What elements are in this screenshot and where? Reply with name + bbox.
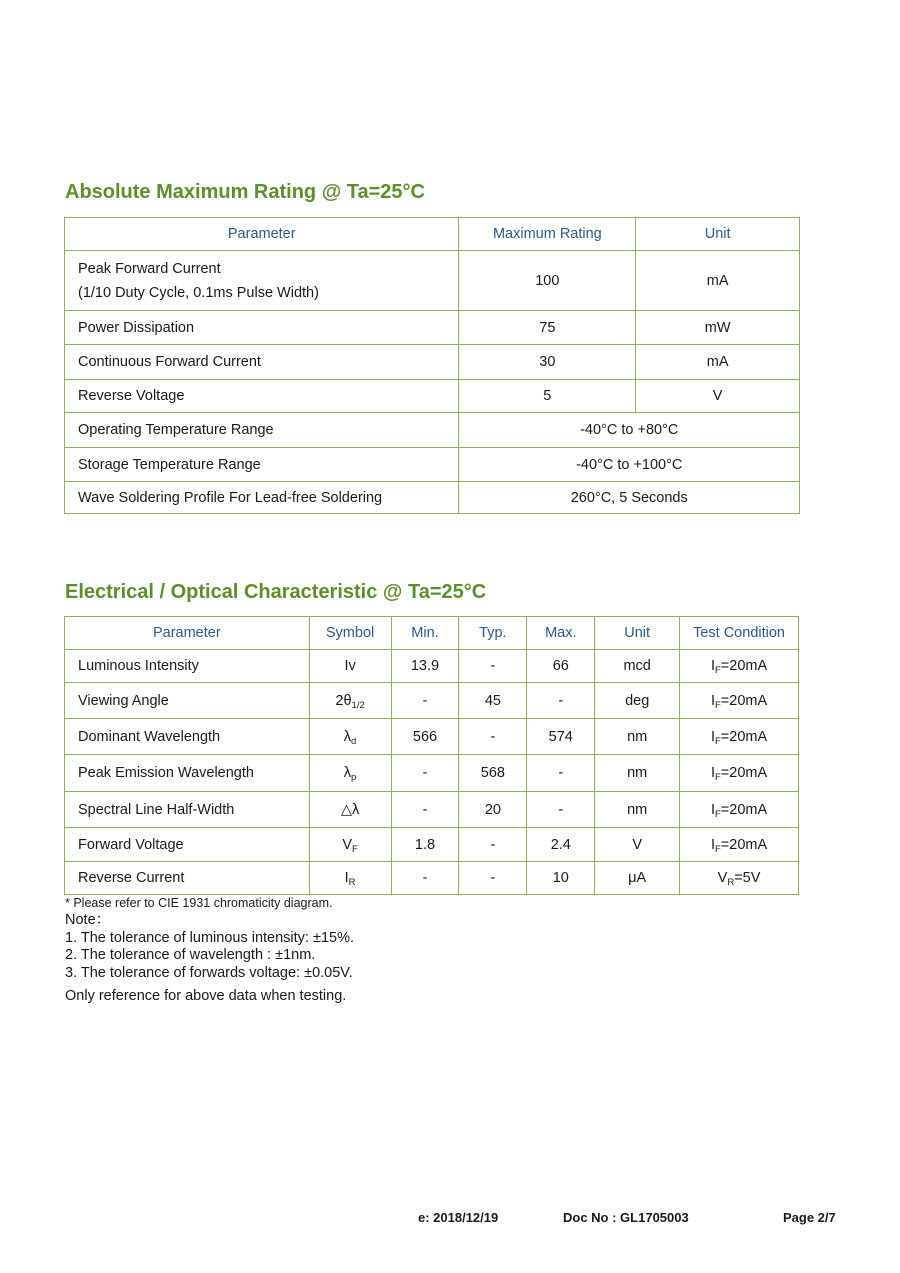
amr-title: Absolute Maximum Rating @ Ta=25°C [65,181,425,203]
eoc-unit-cell [595,792,680,828]
table-row [65,792,799,828]
amr-param-cell: Operating Temperature Range [65,413,459,448]
amr-param-cell: Wave Soldering Profile For Lead-free Soldering [65,482,459,514]
eoc-max-cell [527,792,595,828]
eoc-symbol-cell [309,828,391,862]
cie-note: * Please refer to CIE 1931 chromaticity diagram. [65,896,333,910]
eoc-condition-cell [680,828,799,862]
reference-note: Only reference for above data when testing. [65,988,347,1004]
amr-rating-cell: 5 [459,380,636,413]
eoc-min-text: - [422,870,428,886]
table-row [65,828,799,862]
eoc-min-cell [391,650,459,683]
note-item-2: 2. The tolerance of wavelength : ±1nm. [65,947,316,963]
eoc-unit-cell [595,755,680,792]
eoc-condition-text: I [710,801,715,818]
eoc-typ-cell [459,755,527,792]
footer-page-number: Page 2/7 [783,1210,836,1225]
eoc-condition-text: V [717,870,728,886]
eoc-param-text: Spectral Line Half-Width [78,801,235,818]
eoc-typ-text: - [490,836,496,853]
eoc-max-cell [527,719,595,755]
amr-unit-cell: mA [636,251,800,311]
amr-header-unit: Unit [636,218,800,251]
eoc-typ-text: 45 [484,692,501,709]
eoc-max-cell [527,683,595,719]
eoc-symbol-subscript: d [351,735,357,747]
table-row [65,380,800,413]
amr-rating-cell: -40°C to +80°C [459,413,800,448]
eoc-condition-value: =20mA [720,836,768,853]
eoc-header-parameter: Parameter [65,617,310,650]
eoc-condition-text: I [710,658,715,674]
amr-param-cell: Continuous Forward Current [65,345,459,380]
table-row [65,251,800,311]
amr-rating-cell: 75 [459,311,636,345]
eoc-typ-text: - [490,658,496,674]
eoc-unit-text: V [632,836,642,853]
eoc-typ-cell [459,828,527,862]
eoc-min-text: - [422,801,428,818]
eoc-symbol-text: I [344,870,349,886]
eoc-param-cell [65,755,310,792]
eoc-min-cell [391,862,459,895]
amr-rating-cell: 260°C, 5 Seconds [459,482,800,514]
eoc-min-cell [391,719,459,755]
eoc-param-text: Peak Emission Wavelength [78,765,254,781]
eoc-header-typ: Typ. [459,617,527,650]
eoc-condition-subscript: F [714,665,721,676]
eoc-condition-subscript: F [714,735,721,747]
eoc-max-text: 2.4 [550,836,571,853]
eoc-condition-value: =5V [734,870,761,886]
eoc-max-text: 574 [548,728,573,745]
eoc-symbol-text: △λ [340,801,360,818]
eoc-condition-cell [680,755,799,792]
eoc-max-cell [527,650,595,683]
eoc-symbol-subscript: F [352,843,358,855]
eoc-param-text: Luminous Intensity [78,658,199,674]
eoc-unit-text: mcd [623,658,651,674]
eoc-condition-subscript: R [727,877,735,888]
amr-param-cell: Reverse Voltage [65,380,459,413]
amr-table [64,217,800,514]
eoc-symbol-subscript: p [351,772,357,783]
eoc-param-text: Dominant Wavelength [78,728,221,745]
eoc-min-text: - [422,692,428,709]
eoc-max-cell [527,755,595,792]
eoc-condition-value: =20mA [720,692,768,709]
eoc-symbol-cell [309,862,391,895]
eoc-max-text: - [558,692,564,709]
eoc-condition-cell [680,650,799,683]
eoc-typ-text: - [490,870,496,886]
eoc-param-cell [65,650,310,683]
eoc-condition-cell [680,683,799,719]
table-row [65,448,800,482]
eoc-header-test-condition: Test Condition [680,617,799,650]
table-row [65,345,800,380]
eoc-unit-text: nm [627,765,648,781]
eoc-max-cell [527,828,595,862]
table-row [65,482,800,514]
eoc-symbol-cell [309,792,391,828]
eoc-param-text: Reverse Current [78,870,185,886]
eoc-symbol-cell [309,683,391,719]
eoc-condition-value: =20mA [720,801,768,818]
eoc-symbol-text: λ [343,765,352,781]
eoc-typ-text: 20 [484,801,501,818]
eoc-max-text: - [558,765,564,781]
eoc-max-cell [527,862,595,895]
note-item-1: 1. The tolerance of luminous intensity: ±15%. [65,929,354,946]
eoc-param-cell [65,683,310,719]
eoc-condition-value: =20mA [720,658,768,674]
notes-block [65,895,354,1006]
table-row [65,311,800,345]
table-row [65,650,799,683]
eoc-max-text: - [558,801,564,818]
eoc-unit-text: deg [625,692,650,709]
eoc-param-text: Viewing Angle [78,692,169,709]
eoc-symbol-subscript: 1/2 [351,699,365,711]
eoc-condition-subscript: F [714,843,721,855]
amr-param-line2: (1/10 Duty Cycle, 0.1ms Pulse Width) [78,284,319,301]
eoc-typ-text: 568 [480,765,505,781]
eoc-min-text: - [422,765,428,781]
eoc-header-symbol: Symbol [309,617,391,650]
table-row [65,862,799,895]
amr-unit-cell: V [636,380,800,413]
eoc-param-cell [65,719,310,755]
eoc-header-min: Min. [391,617,459,650]
eoc-unit-cell [595,719,680,755]
amr-param-cell [65,251,459,311]
eoc-condition-text: I [710,692,715,709]
eoc-symbol-text: Iv [344,658,356,674]
eoc-body [65,650,799,895]
eoc-condition-value: =20mA [720,728,768,745]
eoc-unit-text: nm [627,801,648,818]
eoc-symbol-text: V [342,836,352,853]
amr-param-line1: Peak Forward Current [78,260,221,277]
eoc-condition-cell [680,792,799,828]
eoc-condition-value: =20mA [720,765,768,781]
eoc-min-text: 1.8 [414,836,436,853]
eoc-condition-subscript: F [714,808,721,820]
eoc-param-cell [65,828,310,862]
table-row [65,413,800,448]
eoc-param-cell [65,792,310,828]
eoc-min-cell [391,683,459,719]
eoc-unit-cell [595,650,680,683]
footer-date: e: 2018/12/19 [418,1210,499,1225]
eoc-symbol-cell [309,650,391,683]
amr-rating-cell: 30 [459,345,636,380]
eoc-min-cell [391,792,459,828]
eoc-condition-cell [680,719,799,755]
eoc-unit-cell [595,828,680,862]
amr-rating-cell: 100 [459,251,636,311]
amr-unit-cell: mA [636,345,800,380]
eoc-symbol-cell [309,719,391,755]
eoc-unit-text: nm [627,728,648,745]
eoc-min-text: 566 [412,728,438,745]
eoc-max-text: 10 [552,870,569,886]
amr-header-maximum-rating: Maximum Rating [459,218,636,251]
eoc-param-cell [65,862,310,895]
eoc-unit-text: μA [628,870,647,886]
note-label: Note： [65,912,111,928]
eoc-condition-subscript: F [714,699,721,711]
note-item-3: 3. The tolerance of forwards voltage: ±0.05V. [65,964,353,981]
eoc-min-cell [391,828,459,862]
eoc-max-text: 66 [552,658,569,674]
eoc-condition-cell [680,862,799,895]
eoc-condition-text: I [710,836,715,853]
eoc-header-max: Max. [527,617,595,650]
eoc-typ-cell [459,792,527,828]
eoc-param-text: Forward Voltage [78,836,184,853]
eoc-header-row [65,617,799,650]
amr-rating-cell: -40°C to +100°C [459,448,800,482]
eoc-table [64,616,799,895]
eoc-condition-text: I [710,728,715,745]
eoc-unit-cell [595,683,680,719]
eoc-typ-text: - [490,728,496,745]
table-row [65,719,799,755]
eoc-min-text: 13.9 [410,658,440,674]
eoc-condition-text: I [710,765,715,781]
eoc-typ-cell [459,683,527,719]
amr-header-row [65,218,800,251]
eoc-symbol-cell [309,755,391,792]
eoc-min-cell [391,755,459,792]
eoc-typ-cell [459,719,527,755]
table-row [65,683,799,719]
eoc-typ-cell [459,862,527,895]
amr-param-cell: Storage Temperature Range [65,448,459,482]
amr-param-cell: Power Dissipation [65,311,459,345]
eoc-header-unit: Unit [595,617,680,650]
eoc-unit-cell [595,862,680,895]
amr-unit-cell: mW [636,311,800,345]
eoc-title: Electrical / Optical Characteristic @ Ta=25°C [65,581,487,603]
table-row [65,755,799,792]
eoc-symbol-text: λ [343,728,352,745]
amr-header-parameter: Parameter [65,218,459,251]
footer-doc-no: Doc No : GL1705003 [563,1210,689,1225]
eoc-typ-cell [459,650,527,683]
eoc-symbol-subscript: R [348,877,356,888]
eoc-symbol-text: 2θ [335,692,352,709]
eoc-condition-subscript: F [714,772,721,783]
